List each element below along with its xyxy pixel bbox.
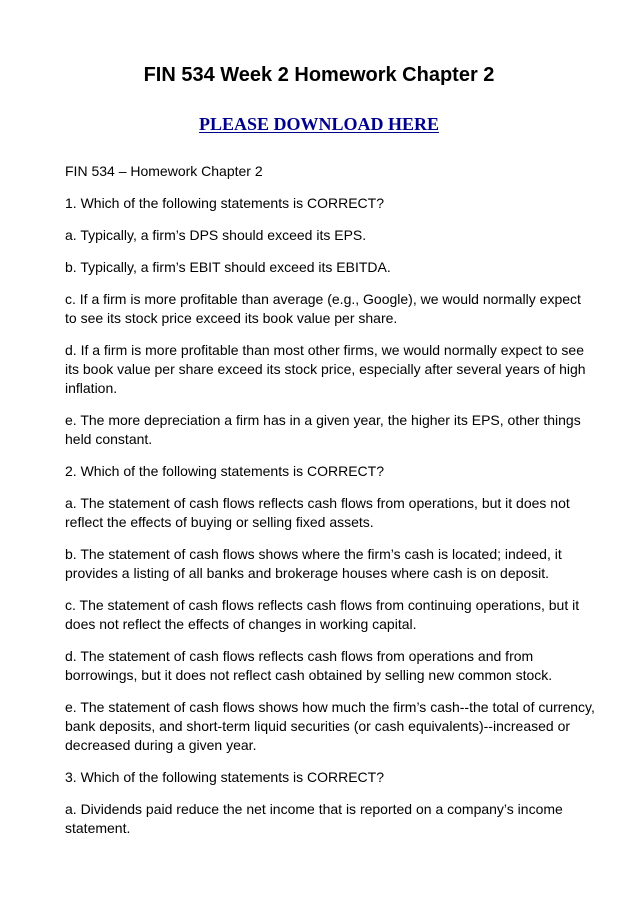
question-2-option-e: e. The statement of cash flows shows how much the firm’s cash--the total of currency, bank deposits, and short-term liquid securities (or cash equivalents)--increased or decreased during a given year.: [65, 699, 595, 753]
download-link-container: [0, 113, 638, 135]
question-1: 1. Which of the following statements is CORRECT?: [65, 195, 385, 211]
question-1-option-b: b. Typically, a firm’s EBIT should exceed its EBITDA.: [65, 259, 391, 275]
question-3: 3. Which of the following statements is CORRECT?: [65, 769, 385, 785]
question-2-option-c: c. The statement of cash flows reflects cash flows from continuing operations, but it does not reflect the effects of changes in working capital.: [65, 597, 580, 632]
question-2-option-b: b. The statement of cash flows shows where the firm’s cash is located; indeed, it provides a listing of all banks and brokerage houses where cash is on deposit.: [65, 546, 562, 581]
question-1-option-e: e. The more depreciation a firm has in a given year, the higher its EPS, other things held constant.: [65, 412, 581, 447]
question-1-option-c: c. If a firm is more profitable than average (e.g., Google), we would normally expect to see its stock price exceed its book value per share.: [65, 291, 581, 326]
document-body: [65, 162, 595, 851]
download-link[interactable]: PLEASE DOWNLOAD HERE: [198, 114, 440, 134]
question-3-option-a: a. Dividends paid reduce the net income that is reported on a company’s income statement.: [65, 801, 563, 836]
document-subtitle: FIN 534 – Homework Chapter 2: [65, 163, 263, 179]
question-1-option-a: a. Typically, a firm’s DPS should exceed its EPS.: [65, 227, 367, 243]
question-1-option-d: d. If a firm is more profitable than most other firms, we would normally expect to see its book value per share exceed its stock price, especially after several years of high inflation.: [65, 342, 586, 396]
question-2-option-d: d. The statement of cash flows reflects cash flows from operations and from borrowings, but it does not reflect cash obtained by selling new common stock.: [65, 648, 553, 683]
document-title: FIN 534 Week 2 Homework Chapter 2: [143, 64, 495, 86]
question-2-option-a: a. The statement of cash flows reflects cash flows from operations, but it does not reflect the effects of buying or selling fixed assets.: [65, 495, 570, 530]
question-2: 2. Which of the following statements is CORRECT?: [65, 463, 385, 479]
